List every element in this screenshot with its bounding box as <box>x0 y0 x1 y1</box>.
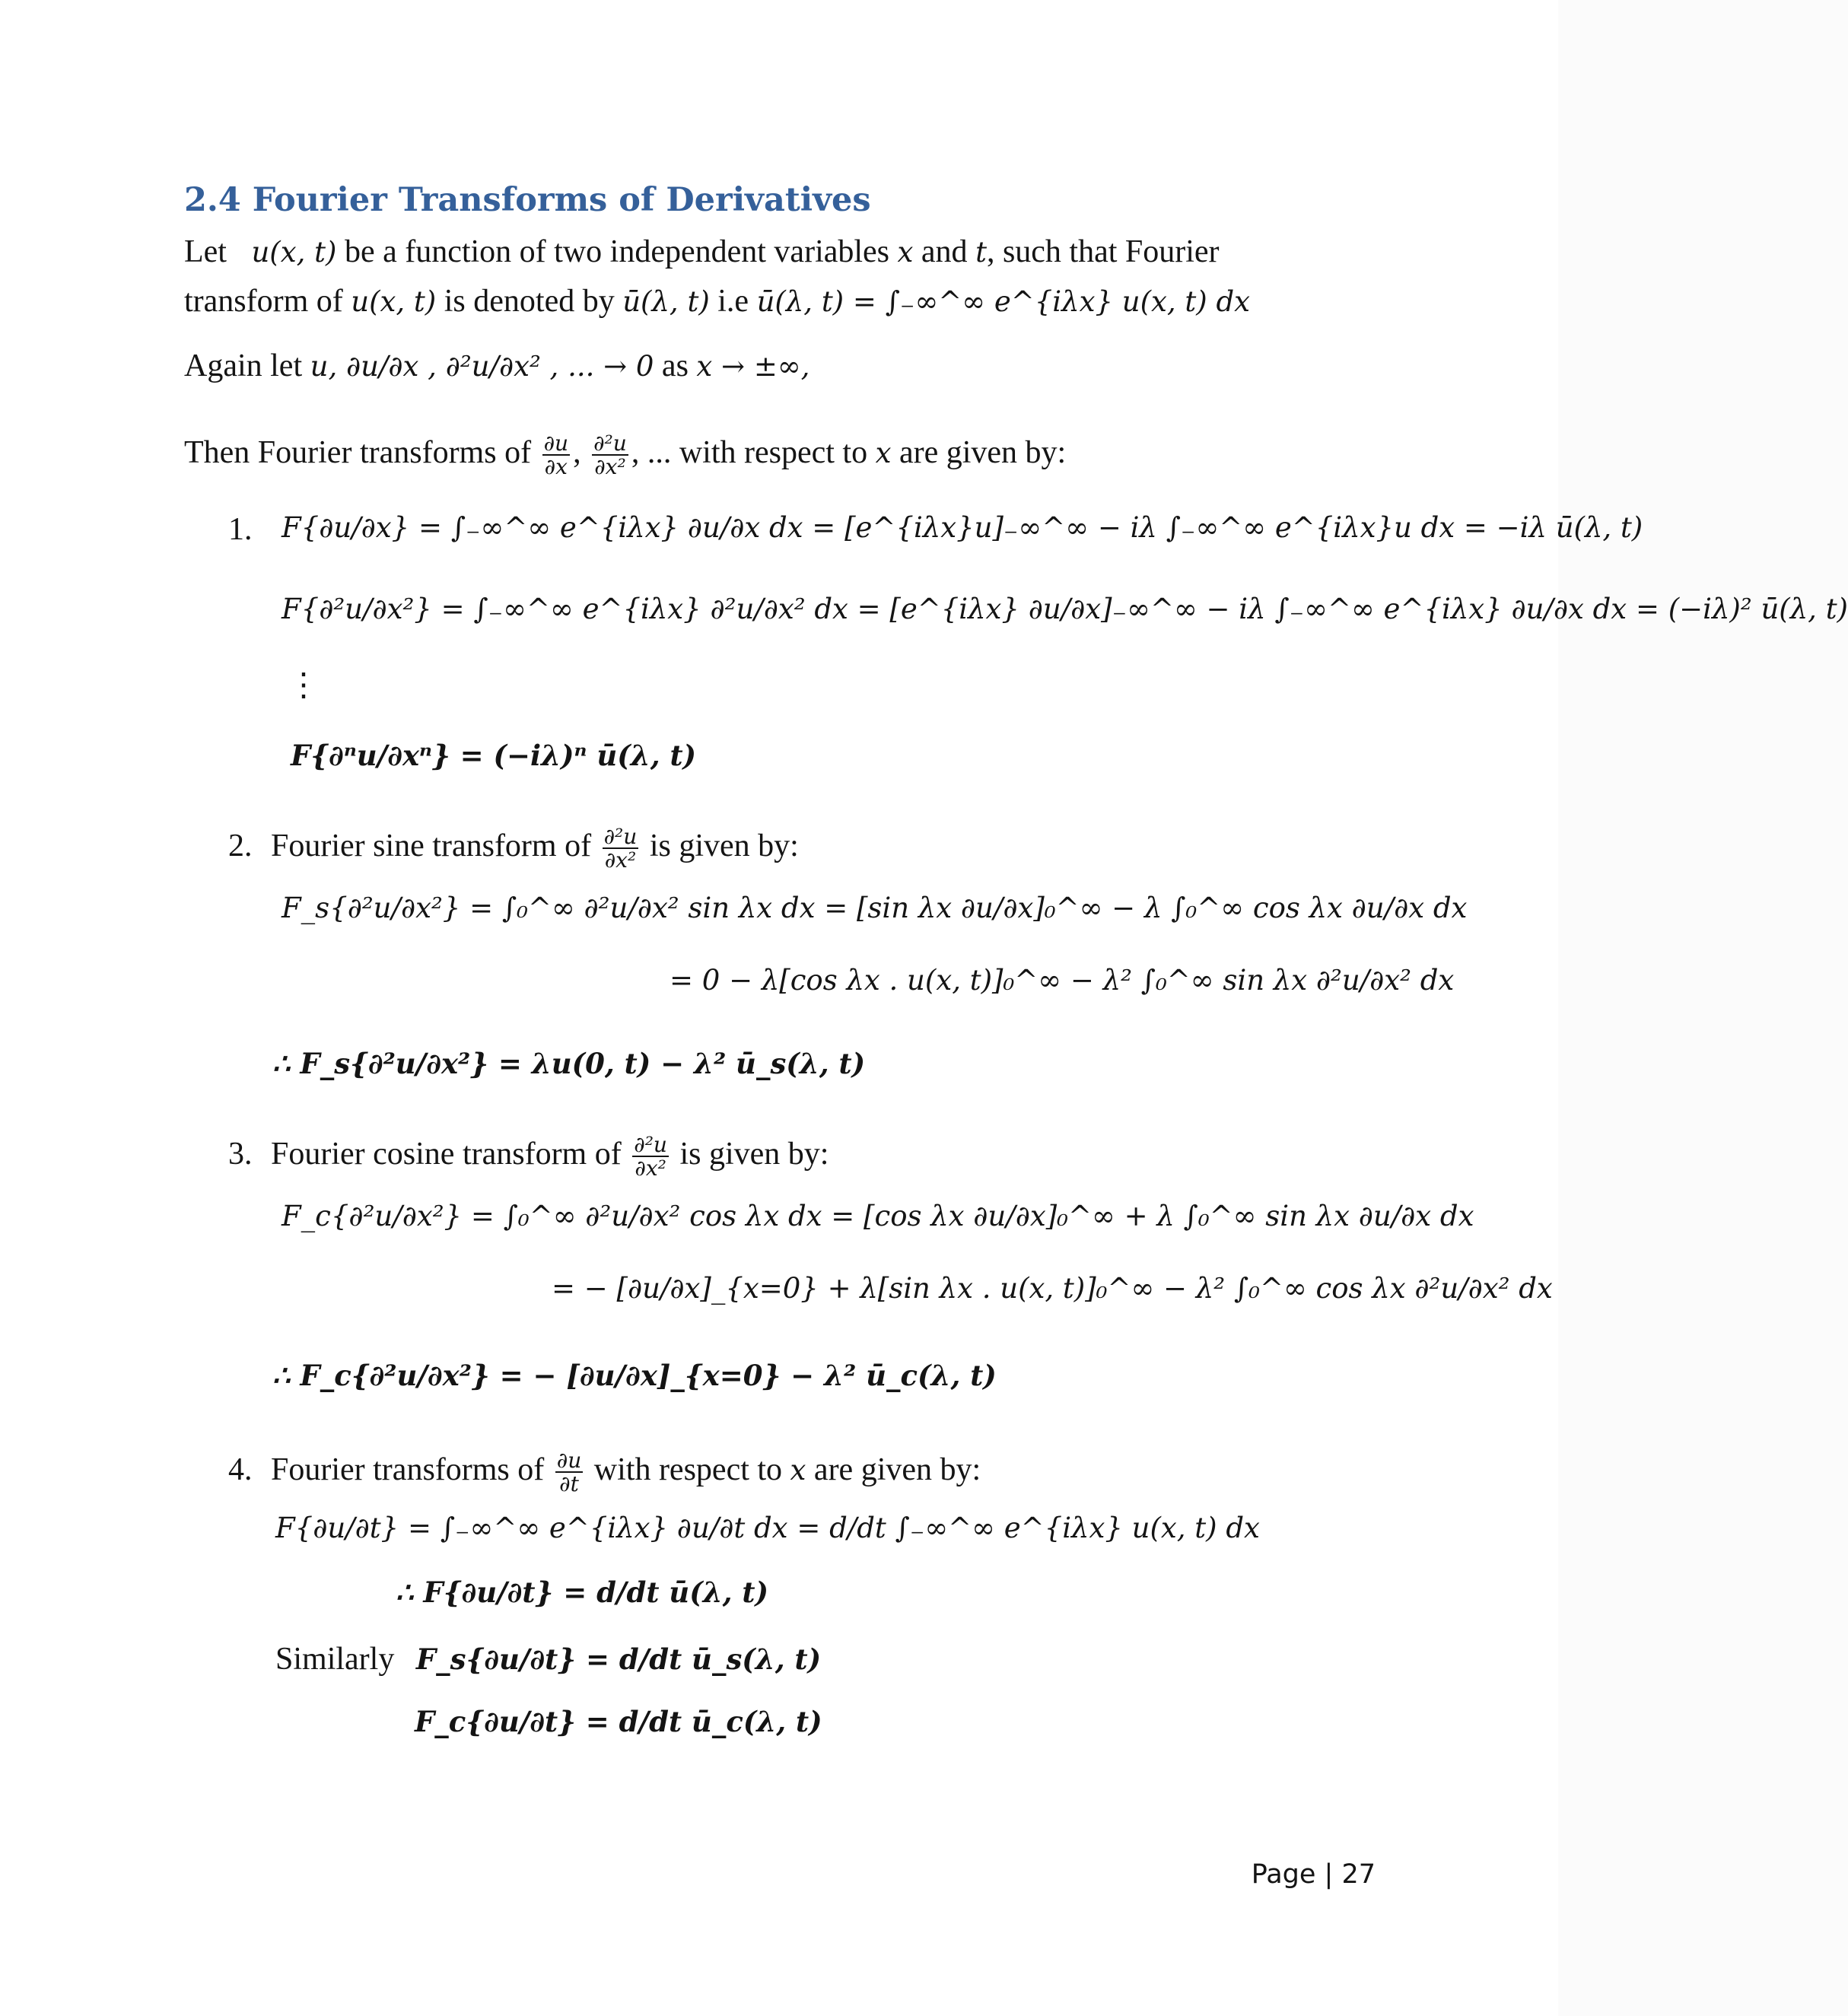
equation-1: F{∂u/∂x} = ∫₋∞^∞ e^{iλx} ∂u/∂x dx = [e^{iλx}u]₋∞^∞ − iλ ∫₋∞^∞ e^{iλx}u dx = −iλ ū(λ, t) <box>281 511 1643 544</box>
intro-line-1: Let u(x, t) be a function of two independent variables x and t, such that Fourier <box>184 234 1220 269</box>
item-3-heading: 3. Fourier cosine transform of $\frac{\text{∂²u}}{\text{∂x²}}$ is given by: <box>228 1132 829 1181</box>
time-result: ∴ F{∂u/∂t} = d/dt ū(λ, t) <box>396 1576 769 1609</box>
fourier-definition: ū(λ, t) = ∫₋∞^∞ e^{iλx} u(x, t) dx <box>756 285 1251 318</box>
sine-result: ∴ F_s{∂²u/∂x²} = λu(0, t) − λ² ū_s(λ, t) <box>272 1047 866 1080</box>
vertical-ellipsis: ⋮ <box>288 668 320 703</box>
again-line: Again let u, ∂u/∂x , ∂²u/∂x² , ... → 0 as x → ±∞, <box>184 348 810 383</box>
item-4-heading: 4. Fourier transforms of $\frac{\partial u}{\partial t}$ with respect to x are given by: <box>228 1448 981 1497</box>
equation-n: F{∂ⁿu/∂xⁿ} = (−iλ)ⁿ ū(λ, t) <box>291 739 697 772</box>
du-dt-fraction: $\frac{\partial u}{\partial t}$ <box>556 1448 582 1497</box>
item-1-number: 1. <box>228 512 253 547</box>
page-number: Page | 27 <box>1251 1859 1376 1890</box>
sine-equation-1: F_s{∂²u/∂x²} = ∫₀^∞ ∂²u/∂x² sin λx dx = [sin λx ∂u/∂x]₀^∞ − λ ∫₀^∞ cos λx ∂u/∂x dx <box>281 892 1468 924</box>
d2u-dx2-fraction: $\frac{\text{∂²u}}{\text{∂x²}}$ <box>603 824 638 873</box>
section-heading: 2.4 Fourier Transforms of Derivatives <box>184 181 871 219</box>
time-cosine-result: F_c{∂u/∂t} = d/dt ū_c(λ, t) <box>415 1705 822 1738</box>
time-equation-1: F{∂u/∂t} = ∫₋∞^∞ e^{iλx} ∂u/∂t dx = d/dt ∫₋∞^∞ e^{iλx} u(x, t) dx <box>275 1512 1260 1544</box>
cosine-result: ∴ F_c{∂²u/∂x²} = − [∂u/∂x]_{x=0} − λ² ū_c(λ, t) <box>272 1359 997 1392</box>
cosine-equation-2: = − [∂u/∂x]_{x=0} + λ[sin λx . u(x, t)]₀^∞ − λ² ∫₀^∞ cos λx ∂²u/∂x² dx <box>552 1272 1553 1305</box>
du-dx-fraction: $\frac{\partial u}{\partial x}$ <box>543 431 569 480</box>
sine-equation-2: = 0 − λ[cos λx . u(x, t)]₀^∞ − λ² ∫₀^∞ sin λx ∂²u/∂x² dx <box>670 964 1455 997</box>
item-2-heading: 2. Fourier sine transform of $\frac{\text{∂²u}}{\text{∂x²}}$ is given by: <box>228 824 799 873</box>
equation-2: F{∂²u/∂x²} = ∫₋∞^∞ e^{iλx} ∂²u/∂x² dx = [e^{iλx} ∂u/∂x]₋∞^∞ − iλ ∫₋∞^∞ e^{iλx} ∂u/∂x dx = (−iλ)² ū(λ, t) <box>281 593 1848 625</box>
similarly-line: Similarly F_s{∂u/∂t} = d/dt ū_s(λ, t) <box>275 1642 822 1677</box>
d2u-dx2-fraction: $\frac{\text{∂²u}}{\text{∂x²}}$ <box>634 1132 667 1181</box>
d2u-dx2-fraction: $\frac{\text{∂²u}}{\text{∂x²}}$ <box>593 431 627 480</box>
intro-line-2: transform of u(x, t) is denoted by ū(λ, t) i.e ū(λ, t) = ∫₋∞^∞ e^{iλx} u(x, t) dx <box>184 284 1251 319</box>
then-line: Then Fourier transforms of $\frac{\partial u}{\partial x}$ , $\frac{\text{∂²u}}{\text{∂x²}}$ , ... with respect to x are given by: <box>184 431 1067 480</box>
cosine-equation-1: F_c{∂²u/∂x²} = ∫₀^∞ ∂²u/∂x² cos λx dx = [cos λx ∂u/∂x]₀^∞ + λ ∫₀^∞ sin λx ∂u/∂x dx <box>281 1200 1474 1232</box>
